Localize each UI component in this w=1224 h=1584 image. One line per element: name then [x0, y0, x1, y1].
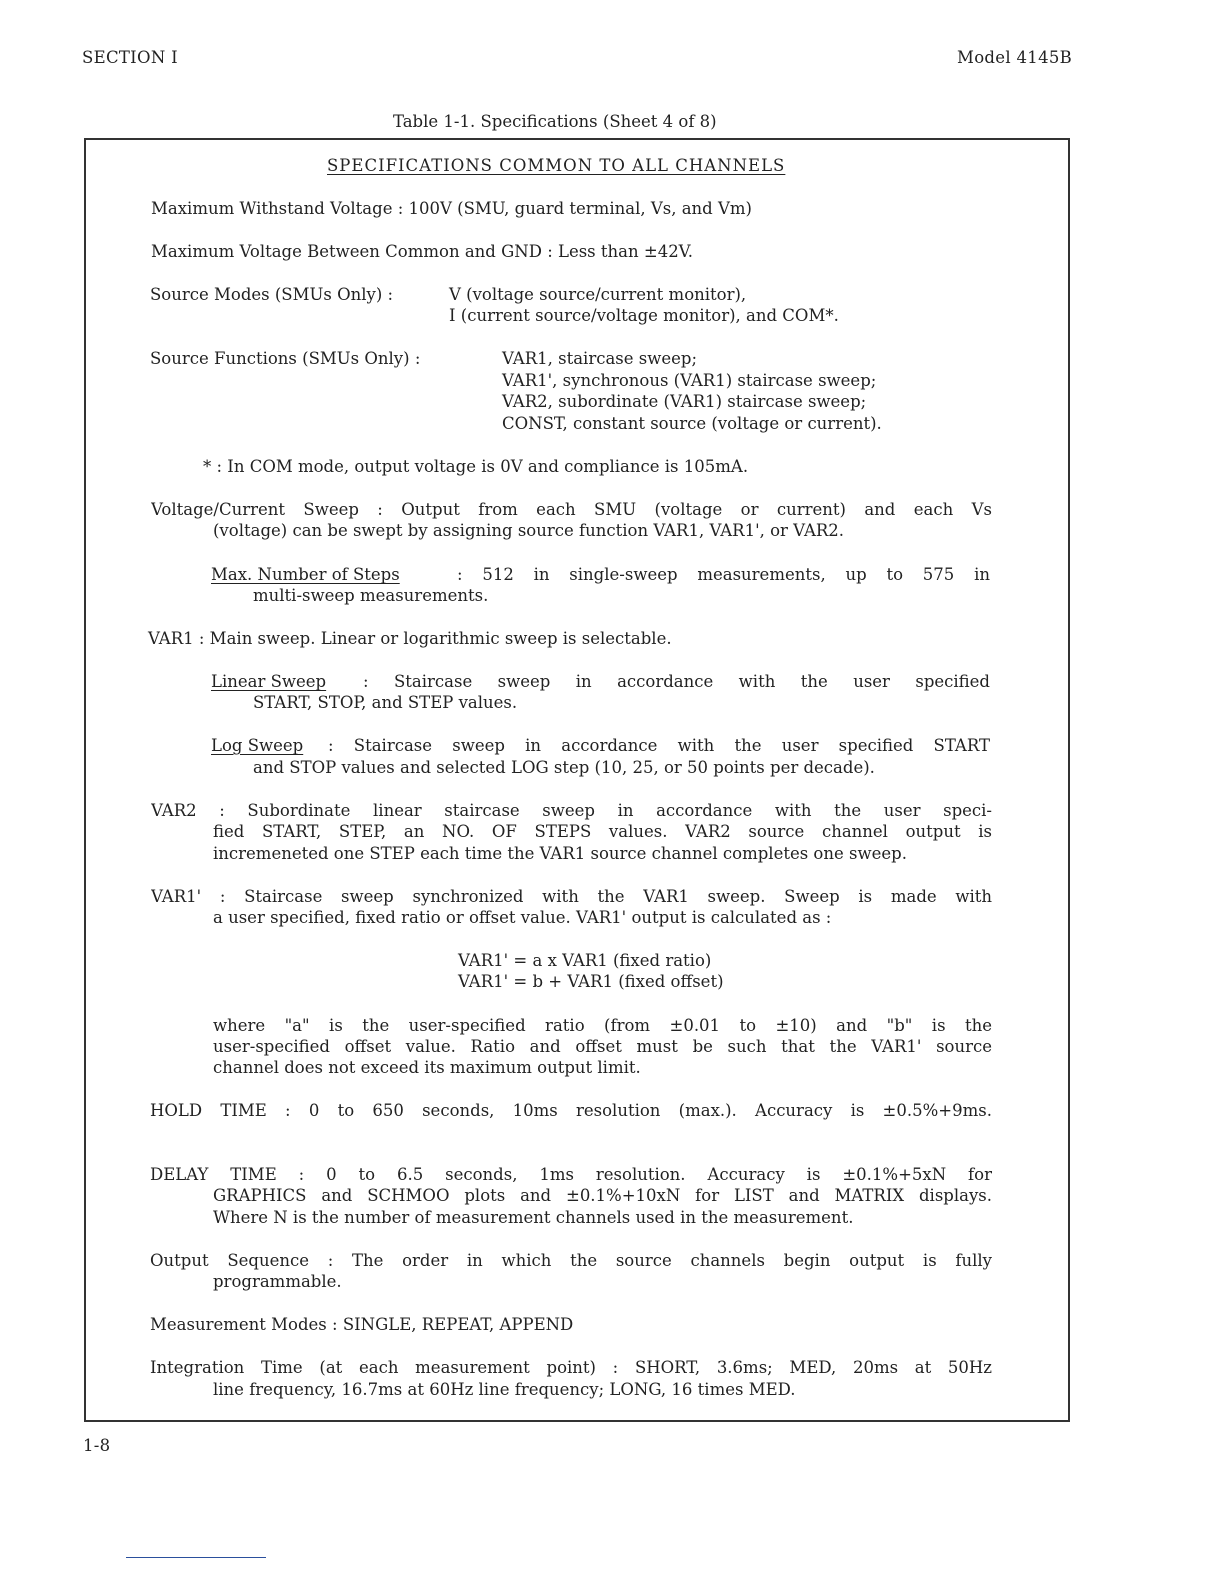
model-header: Model 4145B	[957, 48, 1073, 67]
section-header: SECTION I	[82, 48, 178, 67]
log-sweep-line-2: and STOP values and selected LOG step (10, 25, or 50 points per decade).	[253, 758, 875, 777]
delay-time-line-3: Where N is the number of measurement channels used in the measurement.	[213, 1208, 854, 1227]
com-mode-note: * : In COM mode, output voltage is 0V and compliance is 105mA.	[203, 457, 749, 476]
source-functions-line-1: VAR1, staircase sweep;	[502, 349, 698, 368]
source-modes-line-1: V (voltage source/current monitor),	[449, 285, 747, 304]
where-line-3: channel does not exceed its maximum output limit.	[213, 1058, 641, 1077]
source-functions-line-4: CONST, constant source (voltage or current).	[502, 414, 882, 433]
voltage-current-sweep-line-2: (voltage) can be swept by assigning source function VAR1, VAR1', or VAR2.	[213, 521, 845, 540]
measurement-modes: Measurement Modes : SINGLE, REPEAT, APPEND	[150, 1315, 574, 1334]
output-sequence-line-1: Output Sequence : The order in which the source channels begin output is fully	[150, 1251, 992, 1270]
integration-time-line-2: line frequency, 16.7ms at 60Hz line frequency; LONG, 16 times MED.	[213, 1380, 796, 1399]
var2-line-3: incremeneted one STEP each time the VAR1 source channel completes one sweep.	[213, 844, 907, 863]
source-modes-line-2: I (current source/voltage monitor), and COM*.	[449, 306, 839, 325]
equation-fixed-ratio: VAR1' = a x VAR1 (fixed ratio)	[458, 951, 712, 970]
var2-line-2: fied START, STEP, an NO. OF STEPS values. VAR2 source channel output is	[213, 822, 992, 841]
integration-time-line-1: Integration Time (at each measurement point) : SHORT, 3.6ms; MED, 20ms at 50Hz	[150, 1358, 992, 1377]
source-functions-line-3: VAR2, subordinate (VAR1) staircase sweep;	[502, 392, 867, 411]
output-sequence-line-2: programmable.	[213, 1272, 342, 1291]
max-steps-line-1: : 512 in single-sweep measurements, up to 575 in	[457, 565, 990, 584]
var2-line-1: VAR2 : Subordinate linear staircase sweep in accordance with the user speci-	[151, 801, 992, 820]
where-line-1: where "a" is the user-specified ratio (from ±0.01 to ±10) and "b" is the	[213, 1016, 992, 1035]
max-voltage-common-gnd: Maximum Voltage Between Common and GND : Less than ±42V.	[151, 242, 693, 261]
hold-time: HOLD TIME : 0 to 650 seconds, 10ms resolution (max.). Accuracy is ±0.5%+9ms.	[150, 1101, 992, 1120]
source-functions-label: Source Functions (SMUs Only) :	[150, 349, 421, 368]
max-steps-line-2: multi-sweep measurements.	[253, 586, 489, 605]
box-title: SPECIFICATIONS COMMON TO ALL CHANNELS	[327, 156, 786, 175]
max-withstand-voltage: Maximum Withstand Voltage : 100V (SMU, guard terminal, Vs, and Vm)	[151, 199, 752, 218]
source-modes-label: Source Modes (SMUs Only) :	[150, 285, 394, 304]
var1-description: VAR1 : Main sweep. Linear or logarithmic sweep is selectable.	[148, 629, 672, 648]
specifications-box	[84, 138, 1070, 1422]
footer-rule	[126, 1557, 266, 1558]
log-sweep-line-1: : Staircase sweep in accordance with the user specified START	[328, 736, 990, 755]
voltage-current-sweep-line-1: Voltage/Current Sweep : Output from each SMU (voltage or current) and each Vs	[151, 500, 992, 519]
linear-sweep-line-2: START, STOP, and STEP values.	[253, 693, 518, 712]
where-line-2: user-specified offset value. Ratio and offset must be such that the VAR1' source	[213, 1037, 992, 1056]
max-steps-label: Max. Number of Steps	[211, 565, 400, 584]
page-number: 1-8	[83, 1436, 111, 1455]
delay-time-line-2: GRAPHICS and SCHMOO plots and ±0.1%+10xN for LIST and MATRIX displays.	[213, 1186, 992, 1205]
var1-prime-line-1: VAR1' : Staircase sweep synchronized with the VAR1 sweep. Sweep is made with	[151, 887, 992, 906]
equation-fixed-offset: VAR1' = b + VAR1 (fixed offset)	[458, 972, 724, 991]
linear-sweep-line-1: : Staircase sweep in accordance with the user specified	[363, 672, 990, 691]
table-caption: Table 1-1. Specifications (Sheet 4 of 8)	[393, 112, 717, 131]
delay-time-line-1: DELAY TIME : 0 to 6.5 seconds, 1ms resolution. Accuracy is ±0.1%+5xN for	[150, 1165, 992, 1184]
var1-prime-line-2: a user specified, fixed ratio or offset value. VAR1' output is calculated as :	[213, 908, 832, 927]
log-sweep-label: Log Sweep	[211, 736, 304, 755]
linear-sweep-label: Linear Sweep	[211, 672, 327, 691]
source-functions-line-2: VAR1', synchronous (VAR1) staircase sweep;	[502, 371, 877, 390]
